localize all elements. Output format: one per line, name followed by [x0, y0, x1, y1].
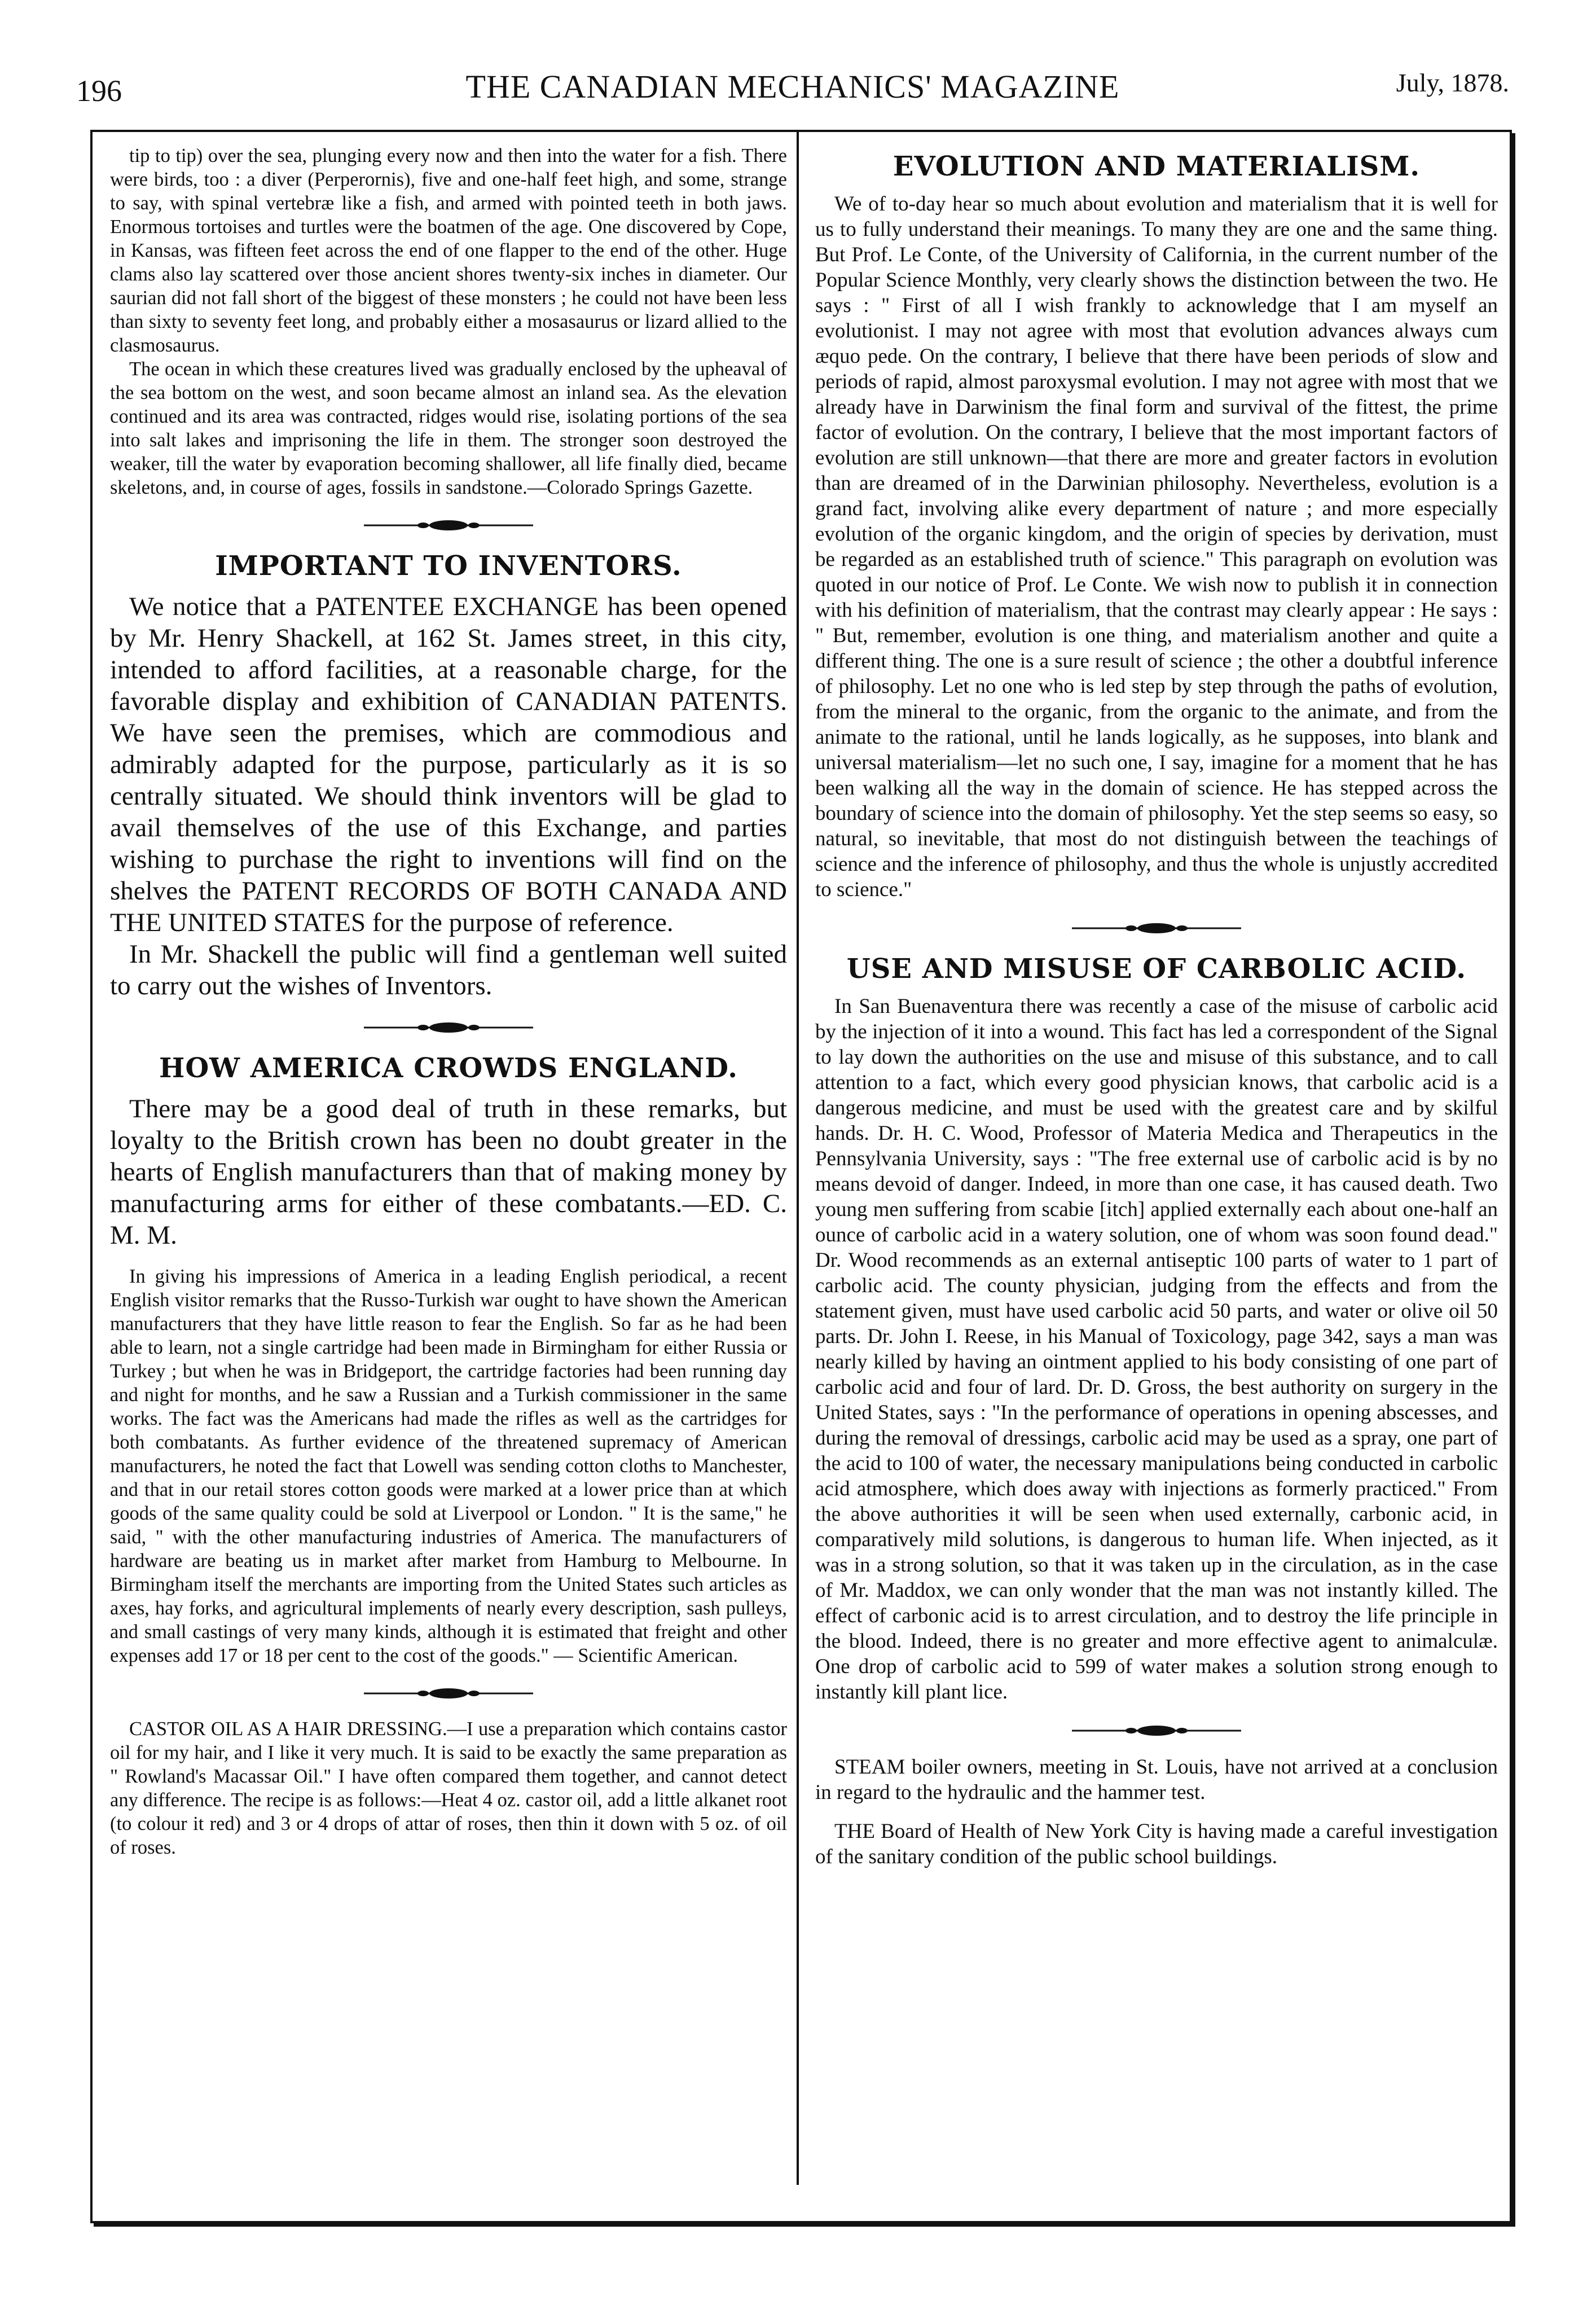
right-column — [815, 144, 1498, 1869]
america-paragraph: In giving his impressions of America in a leading English periodical, a recent English visitor remarks that the Russo-Turkish war ought to have shown the American manufacturers that they have little reason to fear the English. So far as he had been able to learn, not a single cartridge had been made in Birmingham for either Russia or Turkey ; but when he was in Bridgeport, the cartridge factories had been running day and night for months, and he saw a Russian and a Turkish commissioner in the same works. The fact was the Americans had made the rifles as well as the cartridges for both combatants. As further evidence of the threatened supremacy of American manufacturers, he noted the fact that Lowell was sending cotton cloths to Manchester, and that in our retail stores cotton goods were marked at a lower price than at which goods of the same quality could be sold at Liverpool or London. " It is the same," he said, " with the other manufacturing industries of America. The manufacturers of hardware are beating us in market after market from Hamburg to Melbourne. In Birmingham itself the merchants are importing from the United States such articles as axes, hay forks, and agricultural implements of nearly every description, sash pulleys, and small castings of very many kinds, although it is estimated that freight and other expenses add 17 or 18 per cent to the cost of the goods." — Scientific American. — [110, 1266, 787, 1666]
saurian-paragraph-2: The ocean in which these creatures lived was gradually enclosed by the upheaval of the sea bottom on the west, and soon became almost an inland sea. As the elevation continued and its area was contracted, ridges would rise, isolating portions of the sea into salt lakes and imprisoning the life in them. The stronger soon destroyed the weaker, till the water by evaporation becoming shallower, all life finally died, became skeletons, and, in course of ages, fossils in sandstone.—Colorado Springs Gazette. — [110, 358, 787, 498]
issue-date: July, 1878. — [1396, 68, 1509, 97]
inventors-paragraph-2: In Mr. Shackell the public will find a gentleman well suited to carry out the wishes of Inventors. — [110, 940, 787, 1000]
ornament-divider — [364, 519, 533, 532]
ornament-divider — [1072, 1724, 1241, 1737]
carbolic-heading: USE AND MISUSE OF CARBOLIC ACID. — [846, 953, 1467, 985]
evolution-paragraph: We of to-day hear so much about evolution and materialism that it is well for us to fully understand their meanings. To many they are one and the same thing. But Prof. Le Conte, of the University of California, in the current number of the Popular Science Monthly, very clearly shows the distinction between the two. He says : " First of all I wish frankly to acknowledge that I am myself an evolutionist. I may not agree with most that evolution advances always cum æquo pede. On the contrary, I believe that there have been periods of slow and periods of rapid, almost paroxysmal evolution. I may not agree with most that we already have in Darwinism the final form and survival of the fittest, the prime factor of evolution. On the contrary, I believe that the most important factors of evolution are still unknown—that there are more and greater factors in evolution than are dreamed of in the Darwinian philosophy. Nevertheless, evolution is a grand fact, involving alike every department of nature ; and more especially evolution of the organic kingdom, and the origin of species by derivation, must be regarded as an established truth of science." This paragraph on evolution was quoted in our notice of Prof. Le Conte. We wish now to publish it in connection with his definition of materialism, that the contrast may clearly appear : He says : " But, remember, evolution is one thing, and materialism another and quite a different thing. The one is a sure result of science ; the other a doubtful inference of philosophy. Let no one who is led step by step through the paths of evolution, from the mineral to the organic, from the organic to the animate, and from the animate to the rational, until he lands logically, as he supposes, into blank and universal materialism—let no such one, I say, imagine for a moment that he has been walking all the way in the domain of science. He has stepped across the boundary of science into the domain of philosophy. Yet the step seems so easy, so natural, so inevitable, that most do not distinguish between the teachings of science and the inference of philosophy, and thus the whole is unjustly accredited to science." — [815, 192, 1498, 901]
america-editor-note: There may be a good deal of truth in these remarks, but loyalty to the British crown has been no doubt greater in the hearts of English manufacturers than that of making money by manufacturing arms for either of these combatants.—ED. C. M. M. — [110, 1094, 787, 1250]
board-of-health-paragraph: THE Board of Health of New York City is having made a careful investigation of the sanitary condition of the public school buildings. — [815, 1820, 1498, 1868]
inventors-paragraph-1: We notice that a PATENTEE EXCHANGE has been opened by Mr. Henry Shackell, at 162 St. James street, in this city, intended to afford facilities, at a reasonable charge, for the favorable display and exhibition of CANADIAN PATENTS. We have seen the premises, which are commodious and admirably adapted for the purpose, particularly as it is so centrally situated. We should think inventors will be glad to avail themselves of the use of this Exchange, and parties wishing to purchase the right to inventions will find on the shelves the PATENT RECORDS OF BOTH CANADA AND THE UNITED STATES for the purpose of reference. — [110, 592, 787, 937]
steam-boiler-paragraph: STEAM boiler owners, meeting in St. Louis, have not arrived at a conclusion in regard to the hydraulic and the hammer test. — [815, 1755, 1498, 1804]
ornament-divider — [364, 1687, 533, 1700]
page-header — [76, 62, 1509, 116]
carbolic-paragraph: In San Buenaventura there was recently a case of the misuse of carbolic acid by the injection of it into a wound. This fact has led a correspondent of the Signal to lay down the authorities on the use and misuse of this substance, and to call attention to a fact, which every good physician knows, that carbolic acid is a dangerous medicine, and must be used with the greatest care and by skilful hands. Dr. H. C. Wood, Professor of Materia Medica and Therapeutics in the Pennsylvania University, says : "The free external use of carbolic acid is by no means devoid of danger. Indeed, in more than one case, it has caused death. Two young men suffering from scabie [itch] applied externally each about one-half an ounce of carbolic acid in a watery solution, one of whom was soon found dead." Dr. Wood recommends as an external antiseptic 100 parts of water to 1 part of carbolic acid. The county physician, judging from the effects and from the statement given, must have used carbolic acid 50 parts, and water or olive oil 50 parts. Dr. John I. Reese, in his Manual of Toxicology, page 342, says a man was nearly killed by having an ointment applied to his body consisting of one part of carbolic acid and four of lard. Dr. D. Gross, the best authority on surgery in the United States, says : "In the performance of operations in opening abscesses, and during the removal of dressings, carbolic acid may be used as a spray, one part of the acid to 100 of water, the necessary manipulations being conducted in carbolic acid atmosphere, which does away with injections as formerly practiced." From the above authorities it will be seen when used externally, carbonic acid, in comparatively mild solutions, is dangerous to human life. When injected, as it was in a strong solution, so that it was taken up in the circulation, as in the case of Mr. Maddox, we can only wonder that the man was not instantly killed. The effect of carbonic acid is to arrest circulation, and to destroy the life principle in the blood. Indeed, there is no greater and more effective agent to animalculæ. One drop of carbolic acid to 599 of water makes a solution strong enough to instantly kill plant lice. — [815, 995, 1498, 1704]
inventors-heading: IMPORTANT TO INVENTORS. — [215, 550, 682, 582]
magazine-title: THE CANADIAN MECHANICS' MAGAZINE — [465, 68, 1120, 105]
column-divider — [797, 131, 799, 2185]
saurian-paragraph-1: tip to tip) over the sea, plunging every now and then into the water for a fish. There were birds, too : a diver (Perperornis), five and one-half feet high, and some, strange to say, with spinal vertebræ like a fish, and armed with pointed teeth in both jaws. Enormous tortoises and turtles were the boatmen of the age. One discovered by Cope, in Kansas, was fifteen feet across the end of one flapper to the end of the other. Huge clams also lay scattered over those ancient shores twenty-six inches in diameter. Our saurian did not fall short of the biggest of these monsters ; he could not have been less than sixty to seventy feet long, and probably either a mosasaurus or lizard allied to the clasmosaurus. — [110, 145, 787, 356]
evolution-heading: EVOLUTION AND MATERIALISM. — [892, 151, 1421, 182]
page-number: 196 — [76, 74, 122, 108]
castor-oil-paragraph: CASTOR OIL AS A HAIR DRESSING.—I use a preparation which contains castor oil for my hair, and I like it very much. It is said to be exactly the same preparation as " Rowland's Macassar Oil." I have often compared them together, and cannot detect any difference. The recipe is as follows:—Heat 4 oz. castor oil, add a little alkanet root (to colour it red) and 3 or 4 drops of attar of roses, then thin it down with 5 oz. of oil of roses. — [110, 1718, 787, 1858]
ornament-divider — [1072, 921, 1241, 935]
america-heading: HOW AMERICA CROWDS ENGLAND. — [159, 1052, 738, 1084]
ornament-divider — [364, 1021, 533, 1034]
left-column — [110, 144, 787, 1859]
